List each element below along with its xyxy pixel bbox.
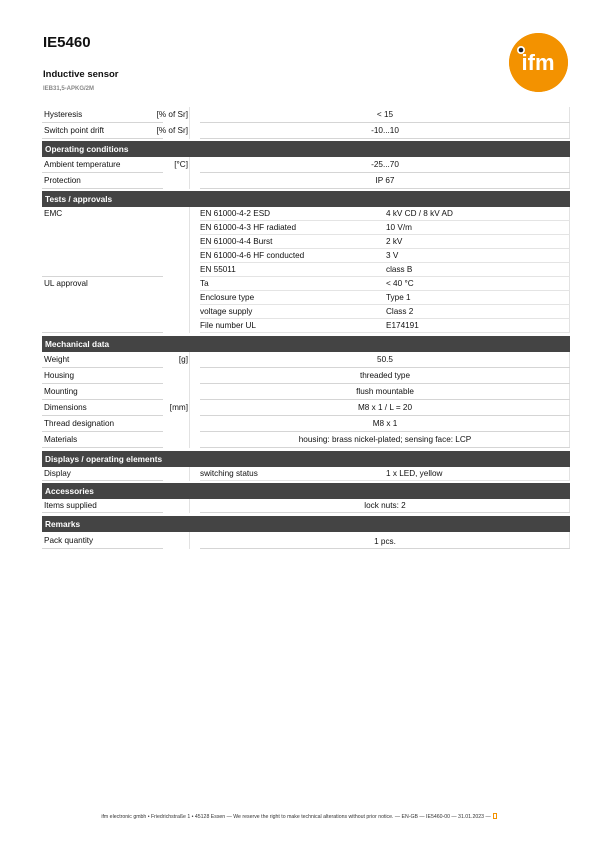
row-unit: [g] xyxy=(178,355,188,364)
sub-value: 10 V/m xyxy=(386,223,412,232)
product-code: IEB31,5-APKG/2M xyxy=(43,86,95,92)
sub-value: 3 V xyxy=(386,251,399,260)
row-value: 1 pcs. xyxy=(374,537,396,546)
row-label: Ambient temperature xyxy=(44,160,121,169)
spec-row-thread-designation xyxy=(42,416,570,432)
group-label: Display xyxy=(44,469,71,478)
sub-row xyxy=(42,263,570,277)
sub-key: File number UL xyxy=(200,321,256,330)
spec-row-hysteresis xyxy=(42,107,570,123)
sub-row xyxy=(42,207,570,221)
spec-row-switch-point-drift xyxy=(42,123,570,139)
row-value: housing: brass nickel-plated; sensing face: LCP xyxy=(298,435,472,444)
row-label: Items supplied xyxy=(44,501,97,510)
sub-row xyxy=(42,277,570,291)
spec-row-protection xyxy=(42,173,570,189)
sub-row xyxy=(42,249,570,263)
sub-row xyxy=(42,305,570,319)
group-label: UL approval xyxy=(44,279,88,288)
row-label: Pack quantity xyxy=(44,536,94,545)
sub-row xyxy=(42,467,570,481)
page-icon xyxy=(493,813,497,819)
row-value: flush mountable xyxy=(356,387,414,396)
sub-key: EN 61000-4-6 HF conducted xyxy=(200,251,305,260)
row-label: Switch point drift xyxy=(44,126,105,135)
row-label: Protection xyxy=(44,176,81,185)
sub-key: EN 61000-4-2 ESD xyxy=(200,209,271,218)
row-value: IP 67 xyxy=(375,176,395,185)
sub-row xyxy=(42,319,570,333)
row-value: M8 x 1 xyxy=(372,419,398,428)
sub-row xyxy=(42,221,570,235)
spec-row-ambient-temperature xyxy=(42,157,570,173)
spec-group-display xyxy=(42,467,570,481)
page-footer xyxy=(0,813,598,820)
section-header-mechanical: Mechanical data xyxy=(42,336,570,352)
section-header-tests: Tests / approvals xyxy=(42,191,570,207)
product-title: IE5460 xyxy=(43,34,91,51)
svg-text:ifm: ifm xyxy=(521,50,555,75)
sub-key: Ta xyxy=(200,279,209,288)
sub-key: EN 61000-4-4 Burst xyxy=(200,237,273,246)
sub-value: 1 x LED, yellow xyxy=(386,469,443,478)
section-header-operating: Operating conditions xyxy=(42,141,570,157)
section-header-displays: Displays / operating elements xyxy=(42,451,570,467)
spec-row-pack-quantity xyxy=(42,532,570,549)
sub-row xyxy=(42,291,570,305)
spec-row-weight xyxy=(42,352,570,368)
row-value: threaded type xyxy=(359,371,411,380)
spec-table xyxy=(42,107,570,549)
spec-row-materials xyxy=(42,432,570,448)
footer-text: ifm electronic gmbh • Friedrichstraße 1 • 45128 Essen — We reserve the right to make technical alterations without prior notice. — EN-GB — IE5460-00 — 31.01.2023 — xyxy=(101,814,491,820)
row-value: M8 x 1 / L = 20 xyxy=(357,403,413,412)
sub-value: E174191 xyxy=(386,321,419,330)
row-label: Materials xyxy=(44,435,78,444)
row-label: Weight xyxy=(44,355,70,364)
sub-key: EN 55011 xyxy=(200,265,236,274)
spec-row-dimensions xyxy=(42,400,570,416)
sub-value: Class 2 xyxy=(386,307,414,316)
row-value: lock nuts: 2 xyxy=(364,501,406,510)
spec-row-mounting xyxy=(42,384,570,400)
spec-group-emc xyxy=(42,207,570,277)
row-value: < 15 xyxy=(376,110,394,119)
sub-row xyxy=(42,235,570,249)
row-value: -10...10 xyxy=(371,126,399,135)
row-label: Thread designation xyxy=(44,419,115,428)
spec-row-housing xyxy=(42,368,570,384)
spec-group-ul-approval xyxy=(42,277,570,333)
row-label: Dimensions xyxy=(44,403,87,412)
sub-key: EN 61000-4-3 HF radiated xyxy=(200,223,297,232)
row-value: -25...70 xyxy=(371,160,399,169)
row-label: Mounting xyxy=(44,387,78,396)
section-header-remarks: Remarks xyxy=(42,516,570,532)
row-unit: [°C] xyxy=(174,160,188,169)
product-subtitle: Inductive sensor xyxy=(43,69,119,80)
sub-key: switching status xyxy=(200,469,258,478)
sub-value: 4 kV CD / 8 kV AD xyxy=(386,209,453,218)
sub-key: voltage supply xyxy=(200,307,253,316)
row-value: 50.5 xyxy=(377,355,393,364)
sub-value: 2 kV xyxy=(386,237,403,246)
spec-row-items-supplied xyxy=(42,499,570,513)
row-label: Hysteresis xyxy=(44,110,83,119)
row-unit: [% of Sr] xyxy=(156,126,188,135)
ifm-logo-mark xyxy=(509,33,568,92)
sub-value: < 40 °C xyxy=(386,279,414,288)
row-label: Housing xyxy=(44,371,75,380)
sub-value: class B xyxy=(386,265,413,274)
group-label: EMC xyxy=(44,209,63,218)
ifm-logo xyxy=(509,33,568,92)
row-unit: [% of Sr] xyxy=(156,110,188,119)
row-unit: [mm] xyxy=(169,403,188,412)
sub-value: Type 1 xyxy=(386,293,411,302)
section-header-accessories: Accessories xyxy=(42,483,570,499)
sub-key: Enclosure type xyxy=(200,293,255,302)
